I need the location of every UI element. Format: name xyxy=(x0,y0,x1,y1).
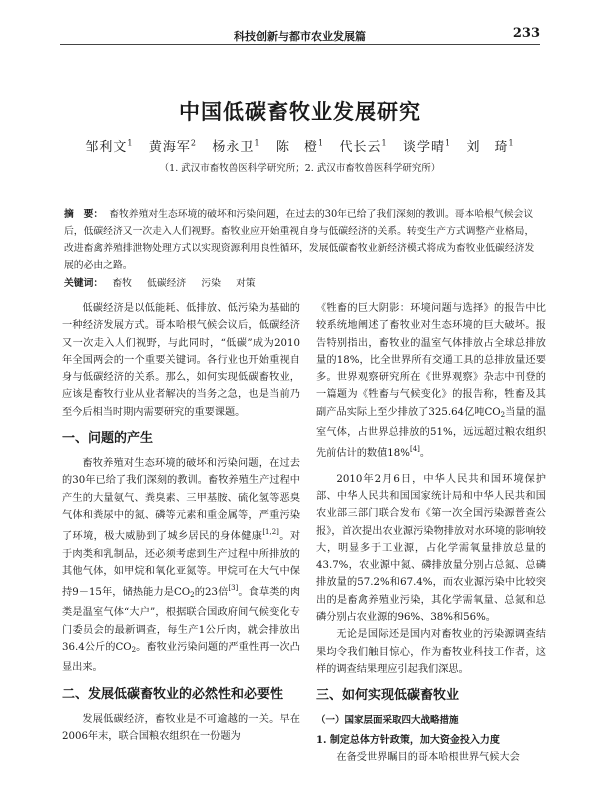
running-head-title: 科技创新与都市农业发展篇 xyxy=(234,30,366,43)
author: 邹利文$^1$ xyxy=(85,138,134,155)
keywords-label: 关键词： xyxy=(64,278,104,289)
keyword: 畜牧 xyxy=(112,278,132,289)
keyword: 污染 xyxy=(201,278,221,289)
right-column xyxy=(316,300,546,766)
author: 代长云$^1$ xyxy=(339,138,388,155)
author: 杨永卫$^1$ xyxy=(212,138,261,155)
section-heading-2: 二、发展低碳畜牧业的必然性和必要性 xyxy=(62,686,284,702)
subsection-heading: （一）国家层面采取四大战略措施 xyxy=(316,715,459,727)
problem-paragraph: 畜牧养殖对生态环境的破坏和污染问题，在过去的30年已给了我们深刻的教训。畜牧养殖生产过程中产生的大量氨气、粪臭素、三甲基胺、硫化氢等恶臭气体和粪尿中的氮、磷等元素和重金属等，严重污染了环境，极大威胁到了城乡居民的身体健康[1,2]。对于肉类和乳制品，还必须考虑到生产过程中所排放的其他气体，如甲烷和氧化亚氮等。甲烷可在大气中保持9－15年，储热能力是$CO_2$的23倍[3]。食草类的肉类是温室气体“大户”，根据联合国政府间气候变化专门委员会的最新调查，每生产1公斤肉，就会排放出36.4公斤的$CO_2$。畜牧业污染问题的严重性再一次凸显出来。 xyxy=(62,458,301,674)
author: 谈学晴$^1$ xyxy=(402,138,452,155)
author: 陈 橙$^1$ xyxy=(275,138,325,155)
reflection-paragraph: 无论是国际还是国内对畜牧业的污染源调查结果均令我们触目惊心，作为畜牧业科技工作者，这样的调查结果理应引起我们深思。 xyxy=(316,629,546,675)
citation: [1,2] xyxy=(262,528,279,537)
keywords xyxy=(64,275,536,289)
abstract-label: 摘 要： xyxy=(64,209,104,220)
necessity-paragraph: 发展低碳经济，畜牧业是不可逾越的一关。早在2006年末，联合国粮农组织在一份题为 xyxy=(62,713,300,742)
item-heading: 1. 制定总体方针政策，加大资金投入力度 xyxy=(316,734,500,746)
author-list xyxy=(60,136,540,155)
keyword: 低碳经济 xyxy=(147,278,187,289)
section-heading-3: 三、如何实现低碳畜牧业 xyxy=(316,688,460,704)
running-head xyxy=(60,28,540,45)
climate-paragraph: 在备受世界瞩目的哥本哈根世界气候大会 xyxy=(336,751,520,763)
report-paragraph: 《牲畜的巨大阴影：环境问题与选择》的报告中比较系统地阐述了畜牧业对生态环境的巨大破坏。报告特别指出，畜牧业的温室气体排放占全球总排放量的18%，比全世界所有交通工具的总排放量还要多。世界观察研究所在《世界观察》杂志中刊登的一篇题为《牲畜与气候变化》的报告称，牲畜及其副产品实际上至少排放了325.64亿吨$CO_2$当量的温室气体，占世界总排放的51%，远远超过粮农组织先前估计的数值18%[4]。 xyxy=(316,303,546,460)
paper-title: 中国低碳畜牧业发展研究 xyxy=(179,100,421,124)
author: 刘 琦$^1$ xyxy=(466,138,515,155)
affiliation: （1. 武汉市畜牧兽医科学研究所；2. 武汉市畜牧兽医科学研究所） xyxy=(159,163,441,174)
left-column xyxy=(62,300,300,745)
page-number: 233 xyxy=(512,26,540,41)
abstract xyxy=(64,206,536,274)
census-paragraph: 2010年2月6日，中华人民共和国环境保护部、中华人民共和国国家统计局和中华人民共和国农业部三部门联合发布《第一次全国污染源普查公报》，首次提出农业源污染物排放对水环境的影响较大，明显多于工业源，占化学需氧量排放总量的43.7%，农业源中氮、磷排放量分别占总氮、总磷排放量的57.2%和67.4%，而农业源污染中比较突出的是畜禽养殖业污染，其化学需氧量、总氮和总磷分别占农业源的96%、38%和56%。 xyxy=(316,473,546,624)
abstract-text: 畜牧养殖对生态环境的破坏和污染问题，在过去的30年已给了我们深刻的教训。哥本哈根气候会议后，低碳经济又一次走入人们视野。畜牧业应开始重视自身与低碳经济的关系。转变生产方式调整产业格局，改进畜禽养殖排泄物处理方式以实现资源利用良性循环，发展低碳畜牧业新经济模式将成为畜牧业低碳经济发展的必由之路。 xyxy=(64,209,535,271)
intro-paragraph: 低碳经济是以低能耗、低排放、低污染为基础的一种经济发展方式。哥本哈根气候会议后，低碳经济又一次走入人们视野，与此同时，“低碳”成为2010年全国两会的一个重要关键词。各行业也开始重视自身与低碳经济的关系。那么，如何实现低碳畜牧业，应该是畜牧行业从业者解决的当务之急，也是当前乃至今后相当时期内需要研究的重要课题。 xyxy=(62,303,300,418)
citation: [4] xyxy=(409,445,420,454)
author: 黄海军$^2$ xyxy=(148,138,198,155)
citation: [3] xyxy=(228,584,239,593)
keyword: 对策 xyxy=(236,278,256,289)
section-heading-1: 一、问题的产生 xyxy=(62,431,154,447)
